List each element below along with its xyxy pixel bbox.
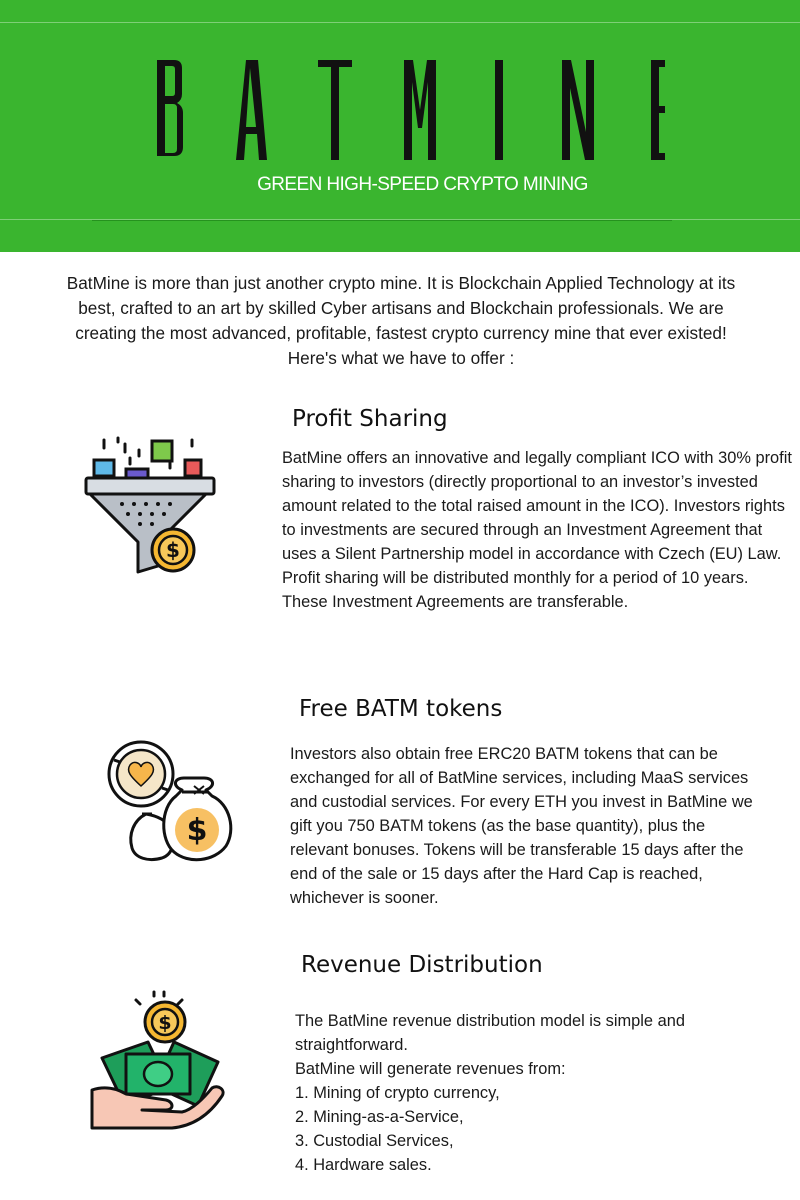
revenue-intro-text: The BatMine revenue distribution model is simple and straightforward. xyxy=(295,1012,685,1054)
token-money-bags-icon xyxy=(104,738,234,866)
svg-text:$: $ xyxy=(166,538,180,562)
header-divider-top xyxy=(0,22,800,23)
funnel-coin-icon xyxy=(82,436,220,578)
intro-paragraph: BatMine is more than just another crypto mine. It is Blockchain Applied Technology at its best, crafted to an art by skilled Cyber artisans and Blockchain professionals. We are creating the most advanced, profitable, fastest crypto currency mine that ever existed! Here's what we have to offer : xyxy=(66,273,736,368)
revenue-sources-list xyxy=(295,1081,735,1177)
batmine-logo[interactable] xyxy=(0,38,800,178)
list-item: 4. Hardware sales. xyxy=(295,1156,432,1174)
svg-text:$: $ xyxy=(186,813,208,848)
header-divider-bottom xyxy=(92,220,672,221)
list-item: 1. Mining of crypto currency, xyxy=(295,1084,500,1102)
section-body-free-batm-tokens: Investors also obtain free ERC20 BATM tokens that can be exchanged for all of BatMine services, including MaaS services and custodial services. For every ETH you invest in BatMine we gift you 750 BATM tokens (as the base quantity), plus the relevant bonuses. Tokens will be transferable 15 days after the end of the sale or 15 days after the Hard Cap is reached, whichever is sooner. xyxy=(290,745,753,907)
header-banner xyxy=(0,0,800,252)
section-body-profit-sharing: BatMine offers an innovative and legally compliant ICO with 30% profit sharing to investors (directly proportional to an investor’s invested amount related to the total raised amount in the ICO). Investors rights to investments are secured through an Investment Agreement that uses a Silent Partnership model in accordance with Czech (EU) Law. Profit sharing will be distributed monthly for a period of 10 years. These Investment Agreements are transferable. xyxy=(282,449,792,611)
section-title-revenue-distribution: Revenue Distribution xyxy=(301,952,543,978)
section-title-profit-sharing: Profit Sharing xyxy=(292,406,448,432)
svg-text:$: $ xyxy=(158,1012,172,1034)
list-item: 2. Mining-as-a-Service, xyxy=(295,1108,464,1126)
section-body-revenue-distribution xyxy=(295,1009,735,1177)
hand-money-icon xyxy=(90,990,230,1132)
section-title-free-batm-tokens: Free BATM tokens xyxy=(299,696,503,722)
revenue-lead-text: BatMine will generate revenues from: xyxy=(295,1060,566,1078)
tagline: GREEN HIGH-SPEED CRYPTO MINING xyxy=(257,174,588,195)
list-item: 3. Custodial Services, xyxy=(295,1132,454,1150)
